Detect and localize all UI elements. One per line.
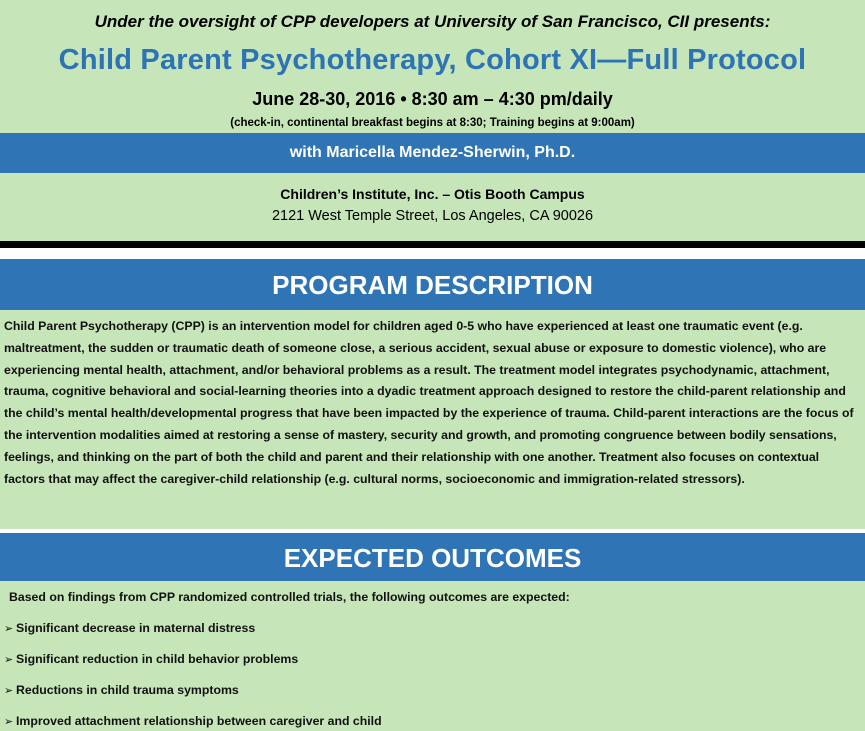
event-title: Child Parent Psychotherapy, Cohort XI—Full Protocol [58, 44, 807, 76]
event-header [0, 0, 865, 241]
outcome-item [4, 714, 859, 728]
outcomes-intro: Based on findings from CPP randomized controlled trials, the following outcomes are expected: [9, 590, 570, 604]
presenter-bar: with Maricella Mendez-Sherwin, Ph.D. [0, 133, 865, 173]
intro-line: Under the oversight of CPP developers at University of San Francisco, CII presents: [94, 12, 771, 31]
outcome-text: Significant reduction in child behavior problems [16, 652, 299, 666]
outcome-item [4, 621, 859, 635]
outcome-text: Significant decrease in maternal distress [16, 621, 256, 635]
expected-outcomes-heading: EXPECTED OUTCOMES [0, 533, 865, 581]
outcome-item [4, 683, 859, 697]
venue-address: 2121 West Temple Street, Los Angeles, CA 90026 [271, 208, 594, 224]
outcome-text: Improved attachment relationship between caregiver and child [16, 714, 382, 728]
section-divider [0, 241, 865, 248]
arrow-bullet-icon: ➢ [4, 654, 14, 666]
arrow-bullet-icon: ➢ [4, 716, 14, 728]
arrow-bullet-icon: ➢ [4, 623, 14, 635]
outcome-item [4, 652, 859, 666]
arrow-bullet-icon: ➢ [4, 685, 14, 697]
program-description-heading: PROGRAM DESCRIPTION [0, 259, 865, 310]
checkin-note: (check-in, continental breakfast begins at 8:30; Training begins at 9:00am) [230, 117, 635, 129]
section-gap [0, 248, 865, 259]
event-date-time: June 28-30, 2016 • 8:30 am – 4:30 pm/daily [252, 89, 613, 109]
outcome-text: Reductions in child trauma symptoms [16, 683, 239, 697]
program-description-body: Child Parent Psychotherapy (CPP) is an intervention model for children aged 0-5 who have experienced at least one traumatic event (e.g. maltreatment, the sudden or traumatic death of someone close, a serious accident, sexual abuse or exposure to domestic violence), who are experiencing mental health, attachment, and/or behavioral problems as a result. The treatment model integrates psychodynamic, attachment, trauma, cognitive behavioral and social-learning theories into a dyadic treatment approach designed to restore the child-parent relationship and the child’s mental health/developmental progress that have been impacted by the experience of trauma. Child-parent interactions are the focus of the intervention modalities aimed at restoring a sense of mastery, security and growth, and promoting congruence between bodily sensations, feelings, and thinking on the part of both the child and parent and their relationship with one another. Treatment also focuses on contextual factors that may affect the caregiver-child relationship (e.g. cultural norms, socioeconomic and immigration-related stressors). [4, 319, 854, 486]
venue-name: Children’s Institute, Inc. – Otis Booth Campus [280, 186, 585, 202]
